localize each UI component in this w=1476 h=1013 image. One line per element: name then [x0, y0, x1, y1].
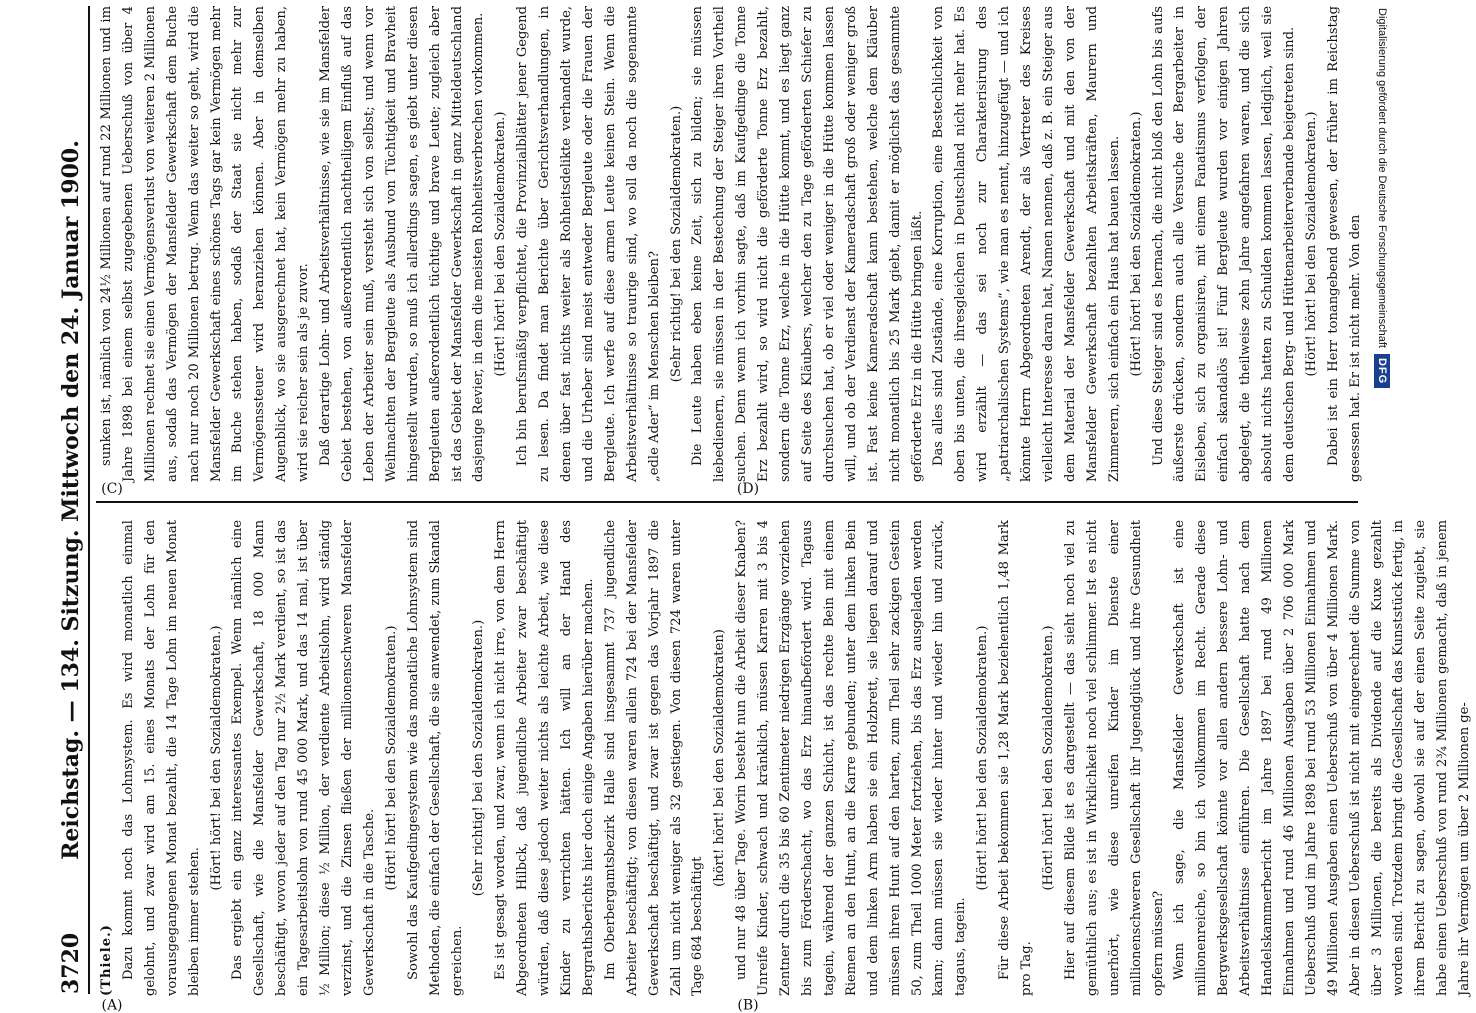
paragraph: Dabei ist ein Herr tonangebend gewesen, der früher im Reichstag gesessen hat. Er ist nicht mehr. Von den — [1325, 6, 1363, 482]
paragraph: sunken ist, nämlich von 24½ Millionen auf rund 22 Millionen und im Jahre 1898 bei einem selbst zugegebenen Ueberschuß von über 4 Millionen rechnet sie einen Vermögensverlust von weiteren 2 Millionen aus, sodaß das Vermögen der Mansfelder Gewerkschaft dem Buche nach nur noch 20 Millionen betrug. Wenn das weiter so geht, wird die Mansfelder Gewerkschaft eines schönes Tags gar kein Vermögen mehr im Buche stehen haben, sodaß der Staat sie nicht mehr zur Vermögenssteuer wird heranziehen können. Aber in demselben Augenblick, wo sie ausgerechnet hat, kein Vermögen mehr zu haben, wird sie reicher sein als je zuvor. — [99, 6, 312, 482]
paragraph: (Hört! hört! bei den Sozialdemokraten.) — [383, 625, 399, 891]
left-column — [96, 520, 1473, 996]
page-number: 3720 — [58, 932, 84, 994]
margin-label-a: (A) — [101, 997, 123, 1013]
paragraph: Für diese Arbeit bekommen sie 1,28 Mark beziehentlich 1,48 Mark pro Tag. — [997, 520, 1035, 996]
paragraph: (Hört! hört! bei den Sozialdemokraten.) — [975, 625, 991, 891]
paragraph: und nur 48 über Tage. Worin besteht nun die Arbeit dieser Knaben? Unreife Kinder, schwach und kränklich, müssen Karren mit 3 bis 4 Zentner durch die 35 bis 60 Zentimeter niedrigen Erzgänge vorziehen bis zum Förderschacht, wo das Erz hinaufbefördert wird. Tagaus tagein, während der ganzen Schicht, ist das rechte Bein mit einem Riemen an den Hunt, an die Karre gebunden; unter dem linken Bein und dem linken Arm haben sie ein Holzbrett, sie liegen darauf und müssen ihren Hunt auf den harten, zum Theil sehr zackigen Gestein 50, zum Theil 1000 Meter fortziehen, bis das Erz ausgeladen werden kann; dann müssen sie wieder hinter und wieder hin und zurück, tagaus, tagein. — [734, 520, 969, 996]
margin-label-c: (C) — [101, 481, 123, 498]
speaker-name: (Thiele.) — [99, 924, 114, 996]
paragraph: Hier auf diesem Bilde ist es dargestellt — das sieht noch viel zu gemüthlich aus; es ist in Wirklichkeit noch viel schlimmer. Ist es nicht unerhört, wie diese unreifen Kinder im Dienste einer millionenschweren Gesellschaft ihr Jugendglück und ihre Gesundheit opfern müssen? — [1062, 520, 1166, 996]
paragraph: (Hört! hört! bei den Sozialdemokraten.) — [493, 111, 509, 377]
paragraph: Die Leute haben eben keine Zeit, sich zu bilden; sie müssen liebedienern, sie müssen in der Bestechung der Steiger ihren Vortheil suchen. Denn wenn ich vorhin sagte, daß im Kaufgedinge die Tonne Erz bezahlt wird, so wird nicht die geförderte Tonne Erz bezahlt, sondern die Tonne Erz, welche in die Hütte kommt, und es liegt ganz auf Seite des Kläubers, welcher den zu Tage geförderten Schiefer zu durchsuchen hat, ob er viel oder weniger in die Hütte kommen lassen will, und ob der Verdienst der Kameradschaft groß oder weniger groß ist. Fast keine Kameradschaft kann bestehen, welche dem Kläuber nicht monatlich bis 25 Mark giebt, damit er möglichst das gesammte geförderte Erz in die Hütte bringen läßt. — [690, 6, 925, 482]
margin-label-b: (B) — [737, 997, 759, 1013]
paragraph: (Hört! hört! bei den Sozialdemokraten.) — [208, 625, 224, 891]
paragraph: Sowohl das Kaufgedingesystem wie das monatliche Lohnsystem sind Methoden, die einfach der Gesellschaft, die sie anwendet, zum Skandal gereichen. — [405, 520, 465, 996]
paragraph: (Hört! hört! bei den Sozialdemokraten.) — [1040, 625, 1056, 891]
paragraph: Und diese Steiger sind es hernach, die nicht bloß den Lohn bis aufs äußerste drücken, sondern auch alle Versuche der Bergarbeiter in Eisleben, sich zu organisiren, mit einem Fanatismus verfolgen, der einfach skandalös ist! Fünf Bergleute wurden vor einigen Jahren abgelegt, die theilweise zehn Jahre angefahren waren, und die sich absolut nichts hatten zu Schulden kommen lassen, lediglich, weil sie dem deutschen Berg- und Hüttenarbeiterverbande beigetreten sind. — [1150, 6, 1297, 482]
paragraph: (Sehr richtig! bei den Sozialdemokraten.) — [471, 619, 487, 897]
paragraph: Dazu kommt noch das Lohnsystem. Es wird monatlich einmal gelohnt, und zwar wird am 15. eines Monats der Lohn für den vorausgegangenen Monat bezahlt, die 14 Tage Lohn im neuen Monat bleiben immer stehen. — [120, 520, 202, 996]
paragraph: (Hört! hört! bei den Sozialdemokraten.) — [1303, 111, 1319, 377]
paragraph: Daß derartige Lohn- und Arbeitsverhältnisse, wie sie im Mansfelder Gebiet bestehen, von außerordentlich nachtheiligem Einfluß auf das Leben der Arbeiter sein muß, versteht sich von selbst; und wenn vor Weihnachten der Bergleute als Ausbund von Tüchtigkeit und Bravheit hingestellt wurden, so muß ich allerdings sagen, es giebt unter diesen Bergleuten außerordentlich tüchtige und brave Leute; zugleich aber ist das Gebiet der Mansfelder Gewerkschaft in ganz Mitteldeutschland dasjenige Revier, in dem die meisten Rohheitsverbrechen vorkommen. — [318, 6, 487, 482]
dfg-logo: DFG — [1374, 354, 1390, 388]
column-divider — [96, 501, 1358, 503]
paragraph: Das alles sind Zustände, eine Korruption, eine Bestechlichkeit von oben bis unten, die ihresgleichen in Deutschland nicht mehr hat. Es wird erzählt — das sei noch zur Charakterisirung des „patriarchalischen Systems“, wie man es nennt, hinzugefügt — und ich könnte Herrn Abgeordneten Arendt, der als Vertreter des Kreises vielleicht Interesse daran hat, Namen nennen, daß z. B. ein Steiger aus dem Material der Mansfelder Gewerkschaft und mit den von der Mansfelder Gewerkschaft bezahlten Arbeitskräften, Maurern und Zimmerern, sich einfach ein Haus hat bauen lassen. — [931, 6, 1122, 482]
stamp-text: Digitalisierung gefördert durch die Deutsche Forschungsgemeinschaft — [1376, 8, 1388, 348]
paragraph: (Sehr richtig! bei den Sozialdemokraten.) — [668, 105, 684, 383]
paragraph: Wenn ich sage, die Mansfelder Gewerkschaft ist eine millionenreiche, so bin ich vollkommen im Recht. Gerade diese Bergwerksgesellschaft könnte vor allen andern bessere Lohn- und Arbeitsverhältnisse einführen. Die Gesellschaft hatte nach dem Handelskammerbericht im Jahre 1897 bei rund 49 Millionen Einnahmen und rund 46 Millionen Ausgaben über 2 706 000 Mark Ueberschuß und im Jahre 1898 bei rund 53 Millionen Einnahmen und 49 Millionen Ausgaben einen Ueberschuß von über 4 Millionen Mark. Aber in diesen Ueberschuß ist nicht mit eingerechnet die Summe von über 3 Millionen, die bereits als Dividende auf die Kuxe gezahlt worden sind. Trotzdem bringt die Gesellschaft das Kunststück fertig, in ihrem Bericht zu sagen, obwohl sie auf der einen Seite zugiebt, sie habe einen Ueberschuß von rund 2¾ Millionen gemacht, daß in jenem Jahre ihr Vermögen um über 2 Millionen ge- — [1172, 520, 1473, 996]
margin-label-d: (D) — [736, 480, 760, 497]
paragraph: Es ist gesagt worden, und zwar, wenn ich nicht irre, von dem Herrn Abgeordneten Hilbck, daß jugendliche Arbeiter zwar beschäftigt würden, daß diese jedoch weiter nichts als leichte Arbeit, wie diese Kinder zu verrichten hätten. Ich will an der Hand des Bergrathsberichts hier doch einige Angaben hierüber machen. — [493, 520, 596, 996]
paragraph: (Hört! hört! bei den Sozialdemokraten.) — [1128, 111, 1144, 377]
paragraph: Das ergiebt ein ganz interessantes Exempel. Wenn nämlich eine Gesellschaft, wie die Mansfelder Gewerkschaft, 18 000 Mann beschäftigt, wovon jeder auf den Tag nur 2½ Mark verdient, so ist das ein Tagesarbeitslohn von rund 45 000 Mark, und das 14 mal, ist über ½ Million; diese ½ Million, der verdiente Arbeitslohn, wird ständig verzinst, und die Zinsen fließen der millionenschweren Mansfelder Gewerkschaft in die Tasche. — [230, 520, 377, 996]
paragraph: Ich bin berufsmäßig verpflichtet, die Provinzialblätter jener Gegend zu lesen. Da findet man Berichte über Gerichtsverhandlungen, in denen über fast nichts weiter als Rohheitsdelikte verhandelt wurde, und die Urheber sind meist entweder Bergleute oder die Frauen der Bergleute. Ich werfe auf diese armen Leute keinen Stein. Wenn die Arbeitsverhältnisse so traurige sind, wo soll da noch die sogenannte „edle Ader“ im Menschen bleiben? — [515, 6, 662, 482]
page-header-title: Reichstag. — 134. Sitzung. Mittwoch den 24. Januar 1900. — [58, 140, 84, 860]
paragraph: (hört! hört! bei den Sozialdemokraten) — [712, 629, 728, 887]
right-column — [96, 6, 1363, 482]
header-rule — [88, 6, 90, 994]
digitization-stamp — [1374, 8, 1390, 992]
paragraph: Im Oberbergamtsbezirk Halle sind insgesammt 737 jugendliche Arbeiter beschäftigt; von diesen waren allein 724 bei der Mansfelder Gewerkschaft beschäftigt, und zwar ist gegen das Vorjahr 1897 die Zahl um nicht weniger als 32 gestiegen. Von diesen 724 waren unter Tage 684 beschäftigt — [602, 520, 706, 996]
